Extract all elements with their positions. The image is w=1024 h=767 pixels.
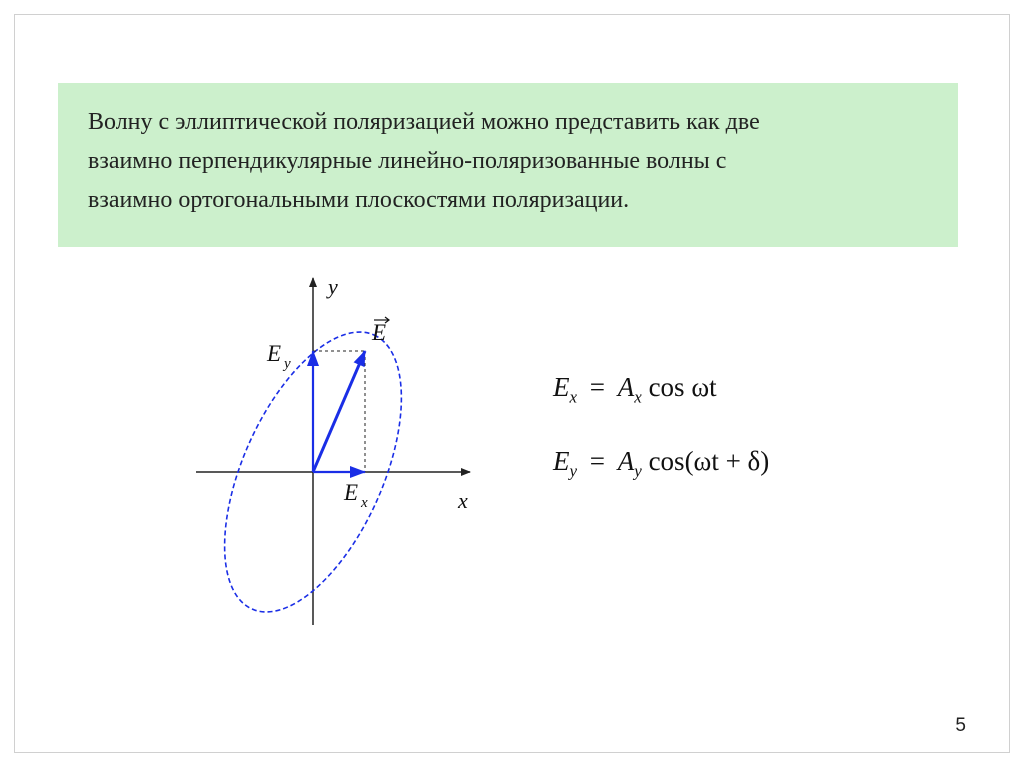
e-vector — [313, 351, 365, 472]
eq1-equals: = — [589, 372, 606, 402]
equation-ey — [553, 446, 769, 481]
body-line-2: взаимно перпендикулярные линейно-поляризованные волны с — [88, 148, 727, 174]
eq2-amp-sub: y — [634, 461, 642, 481]
eq1-lhs: E — [553, 372, 570, 402]
y-axis-label: y — [328, 274, 338, 299]
eq2-amp: A — [617, 446, 635, 476]
eq1-amp-sub: x — [634, 387, 642, 407]
equation-ex — [553, 372, 717, 407]
eq1-amp: A — [617, 372, 635, 402]
body-line-1: Волну с эллиптической поляризацией можно представить как две — [88, 109, 760, 135]
eq2-rhs: cos(ωt + δ) — [648, 446, 770, 476]
eq2-lhs: E — [553, 446, 570, 476]
ey-label — [266, 341, 291, 372]
body-line-3: взаимно ортогональными плоскостями поляризации. — [88, 187, 630, 213]
eq1-rhs: cos ωt — [648, 372, 717, 402]
x-axis-label: x — [458, 488, 468, 513]
ex-label — [343, 480, 368, 511]
svg-text:E: E — [372, 320, 387, 345]
eq2-lhs-sub: y — [569, 461, 578, 481]
svg-text:E: E — [344, 480, 359, 505]
svg-text:E: E — [267, 341, 282, 366]
e-vector-label — [371, 317, 389, 345]
svg-text:x: x — [361, 495, 368, 511]
eq2-equals: = — [589, 446, 606, 476]
page-number: 5 — [955, 715, 966, 736]
svg-text:y: y — [284, 356, 291, 372]
eq1-lhs-sub: x — [569, 387, 578, 407]
